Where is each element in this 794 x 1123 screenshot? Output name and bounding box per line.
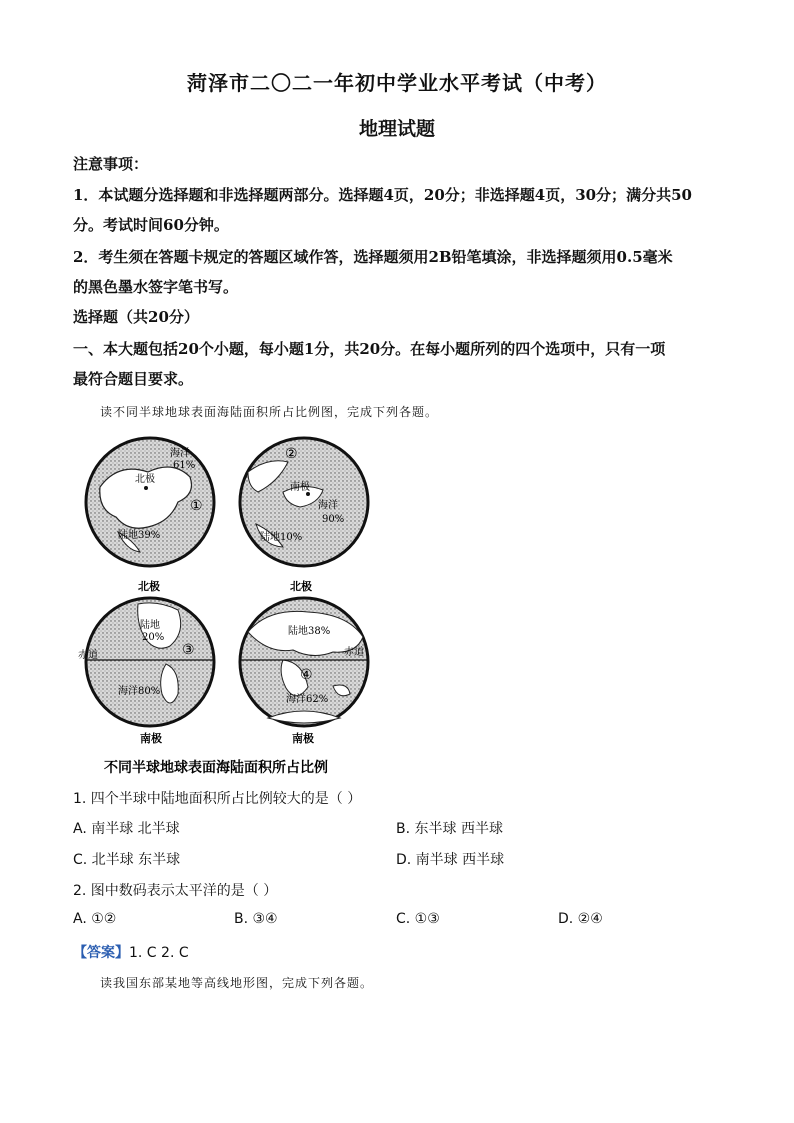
globe4-below-label: 南极 [292, 732, 314, 745]
q1-option-b: B. 东半球 西半球 [396, 821, 503, 837]
page-subtitle: 地理试题 [358, 118, 435, 140]
notes-item1-line1: 1．本试题分选择题和非选择题两部分。选择题4页，20分；非选择题4页，30分；满分共50 [73, 186, 692, 204]
globe3-land-label: 陆地 [140, 620, 160, 631]
globe3-equator-label: 赤道 [78, 650, 98, 661]
globe-3 [86, 598, 214, 726]
figure-caption: 不同半球地球表面海陆面积所占比例 [104, 760, 328, 776]
globe4-equator-label: 赤道 [344, 647, 364, 658]
globe4-land-label: 陆地38% [288, 626, 331, 637]
globe4-number: ④ [300, 667, 313, 683]
globe1-pole-label: 北极 [135, 474, 155, 485]
globe-4 [240, 598, 368, 726]
hemisphere-figure [78, 432, 383, 780]
q1-option-d: D. 南半球 西半球 [396, 852, 505, 868]
q2-option-c: C. ①③ [396, 911, 440, 927]
q1-option-a: A. 南半球 北半球 [73, 821, 180, 837]
q2-option-b: B. ③④ [234, 911, 278, 927]
globe2-ocean-label: 海洋 [318, 500, 338, 511]
section-intro-line2: 最符合题目要求。 [73, 370, 194, 388]
page-title: 菏泽市二〇二一年初中学业水平考试（中考） [187, 71, 607, 95]
globe2-below-label: 北极 [290, 580, 312, 593]
section-intro-line1: 一、本大题包括20个小题，每小题1分，共20分。在每小题所列的四个选项中，只有一项 [73, 340, 666, 358]
notes-heading: 注意事项： [73, 155, 149, 173]
answer-text: 1. C 2. C [129, 945, 189, 961]
globe3-number: ③ [182, 642, 195, 658]
globe-2 [240, 438, 368, 566]
notes-item2-line2: 的黑色墨水签字笔书写。 [73, 278, 239, 296]
reading-instruction-1: 读不同半球地球表面海陆面积所占比例图，完成下列各题。 [100, 405, 439, 419]
globe3-below-label: 南极 [140, 732, 162, 745]
globe3-land-pct: 20% [142, 632, 165, 643]
reading-instruction-2: 读我国东部某地等高线地形图，完成下列各题。 [100, 976, 374, 990]
globe2-number: ② [285, 446, 298, 462]
globe3-ocean-label: 海洋80% [118, 686, 161, 697]
globe4-ocean-label: 海洋62% [286, 694, 329, 705]
q2-stem: 2. 图中数码表示太平洋的是（ ） [73, 883, 278, 899]
globe1-ocean-pct: 61% [173, 460, 196, 471]
notes-item1-line2: 分。考试时间60分钟。 [73, 216, 229, 234]
globe2-land-label: 陆地10% [260, 532, 303, 543]
answer-label: 【答案】 [73, 945, 129, 961]
globe1-land-label: 陆地39% [118, 530, 161, 541]
notes-item2-line1: 2．考生须在答题卡规定的答题区域作答，选择题须用2B铅笔填涂，非选择题须用0.5毫米 [73, 248, 673, 266]
globe1-number: ① [190, 498, 203, 514]
answer-line [73, 942, 189, 962]
q1-option-c: C. 北半球 东半球 [73, 852, 181, 868]
section-heading: 选择题（共20分） [73, 308, 199, 326]
globe2-pole-label: 南极 [290, 482, 310, 493]
globe1-ocean-label: 海洋 [170, 448, 190, 459]
q2-option-d: D. ②④ [558, 911, 603, 927]
q2-option-a: A. ①② [73, 911, 117, 927]
globe2-ocean-pct: 90% [322, 514, 345, 525]
q1-stem: 1. 四个半球中陆地面积所占比例较大的是（ ） [73, 791, 362, 807]
globe1-below-label: 北极 [138, 580, 160, 593]
